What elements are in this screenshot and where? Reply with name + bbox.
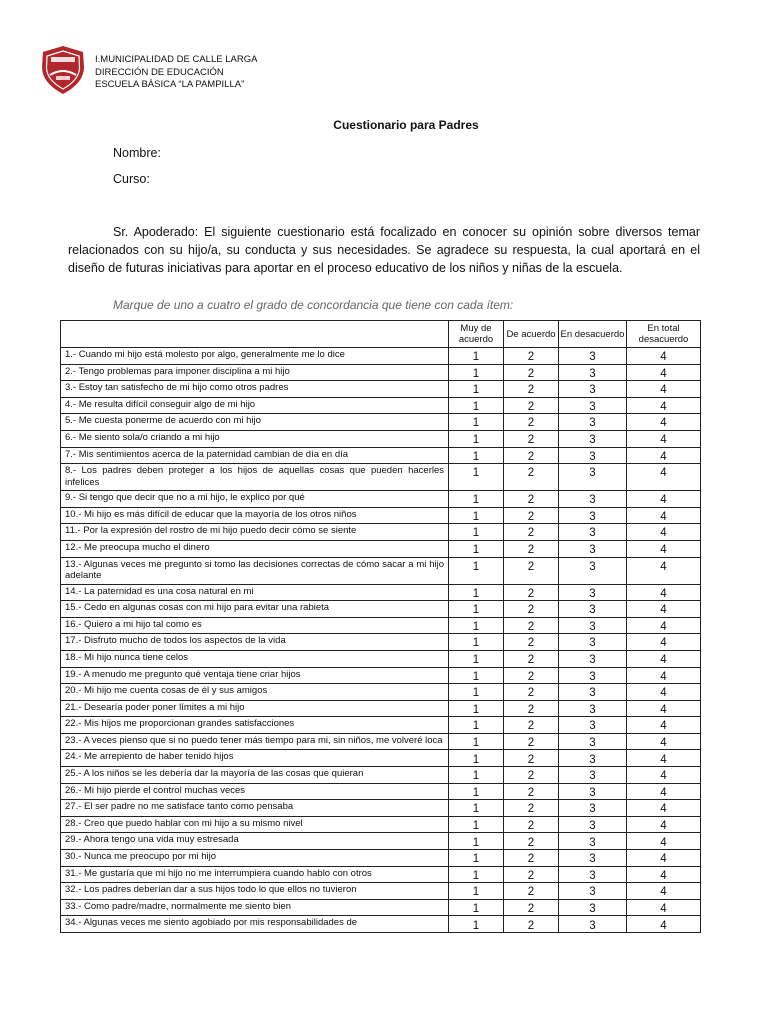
rating-option-1[interactable]: 1 (449, 916, 504, 933)
question-text: 14.- La paternidad es una cosa natural en mi (61, 584, 449, 601)
table-row (61, 430, 701, 447)
rating-option-1[interactable]: 1 (449, 800, 504, 817)
rating-option-3[interactable]: 3 (559, 866, 627, 883)
rating-option-4[interactable]: 4 (627, 601, 701, 618)
table-row (61, 381, 701, 398)
document-title: Cuestionario para Padres (333, 118, 479, 132)
rating-option-1[interactable]: 1 (449, 557, 504, 584)
table-row (61, 783, 701, 800)
rating-option-2[interactable]: 2 (504, 684, 559, 701)
rating-option-3[interactable]: 3 (559, 650, 627, 667)
rating-option-2[interactable]: 2 (504, 634, 559, 651)
rating-option-1[interactable]: 1 (449, 524, 504, 541)
question-text: 15.- Cedo en algunas cosas con mi hijo para evitar una rabieta (61, 601, 449, 618)
rating-option-1[interactable]: 1 (449, 364, 504, 381)
rating-option-2[interactable]: 2 (504, 800, 559, 817)
rating-option-1[interactable]: 1 (449, 667, 504, 684)
question-text: 16.- Quiero a mi hijo tal como es (61, 617, 449, 634)
rating-option-3[interactable]: 3 (559, 816, 627, 833)
rating-option-2[interactable]: 2 (504, 866, 559, 883)
table-row (61, 414, 701, 431)
rating-option-1[interactable]: 1 (449, 899, 504, 916)
rating-option-3[interactable]: 3 (559, 381, 627, 398)
rating-option-4[interactable]: 4 (627, 348, 701, 365)
header-department: DIRECCIÓN DE EDUCACIÓN (95, 66, 224, 78)
rating-option-2[interactable]: 2 (504, 601, 559, 618)
table-row (61, 491, 701, 508)
question-text: 8.- Los padres deben proteger a los hijos de aquellas cosas que pueden hacerles infelices (61, 464, 449, 491)
rating-option-2[interactable]: 2 (504, 617, 559, 634)
table-row (61, 717, 701, 734)
table-row (61, 750, 701, 767)
rating-option-1[interactable]: 1 (449, 750, 504, 767)
rating-option-4[interactable]: 4 (627, 364, 701, 381)
table-row (61, 883, 701, 900)
rating-option-3[interactable]: 3 (559, 507, 627, 524)
rating-option-4[interactable]: 4 (627, 767, 701, 784)
rating-option-4[interactable]: 4 (627, 634, 701, 651)
rating-option-2[interactable]: 2 (504, 916, 559, 933)
rating-option-1[interactable]: 1 (449, 866, 504, 883)
question-text: 1.- Cuando mi hijo está molesto por algo, generalmente me lo dice (61, 348, 449, 365)
rating-option-2[interactable]: 2 (504, 540, 559, 557)
table-row (61, 866, 701, 883)
rating-option-4[interactable]: 4 (627, 524, 701, 541)
table-row (61, 800, 701, 817)
question-text: 6.- Me siento sola/o criando a mi hijo (61, 430, 449, 447)
table-row (61, 601, 701, 618)
question-text: 32.- Los padres deberían dar a sus hijos todo lo que ellos no tuvieron (61, 883, 449, 900)
question-text: 25.- A los niños se les debería dar la mayoría de las cosas que quieran (61, 767, 449, 784)
rating-option-1[interactable]: 1 (449, 816, 504, 833)
header-de-acuerdo: De acuerdo (504, 321, 559, 348)
table-row (61, 524, 701, 541)
rating-option-2[interactable]: 2 (504, 650, 559, 667)
rating-option-1[interactable]: 1 (449, 430, 504, 447)
rating-option-4[interactable]: 4 (627, 540, 701, 557)
table-row (61, 767, 701, 784)
rating-option-4[interactable]: 4 (627, 700, 701, 717)
rating-option-2[interactable]: 2 (504, 507, 559, 524)
rating-option-1[interactable]: 1 (449, 700, 504, 717)
rating-option-1[interactable]: 1 (449, 381, 504, 398)
rating-option-4[interactable]: 4 (627, 750, 701, 767)
question-text: 9.- Si tengo que decir que no a mi hijo, le explico por qué (61, 491, 449, 508)
table-row (61, 700, 701, 717)
rating-option-1[interactable]: 1 (449, 397, 504, 414)
question-text: 27.- El ser padre no me satisface tanto como pensaba (61, 800, 449, 817)
rating-option-2[interactable]: 2 (504, 348, 559, 365)
table-row (61, 733, 701, 750)
rating-option-3[interactable]: 3 (559, 899, 627, 916)
rating-option-4[interactable]: 4 (627, 617, 701, 634)
rating-option-4[interactable]: 4 (627, 866, 701, 883)
rating-option-4[interactable]: 4 (627, 883, 701, 900)
rating-option-1[interactable]: 1 (449, 617, 504, 634)
rating-option-3[interactable]: 3 (559, 601, 627, 618)
header-item (61, 321, 449, 348)
rating-option-3[interactable]: 3 (559, 783, 627, 800)
rating-option-1[interactable]: 1 (449, 767, 504, 784)
question-text: 11.- Por la expresión del rostro de mi hijo puedo decir cómo se siente (61, 524, 449, 541)
rating-option-3[interactable]: 3 (559, 800, 627, 817)
rating-option-2[interactable]: 2 (504, 414, 559, 431)
question-text: 33.- Como padre/madre, normalmente me siento bien (61, 899, 449, 916)
rating-option-4[interactable]: 4 (627, 733, 701, 750)
rating-option-3[interactable]: 3 (559, 634, 627, 651)
rating-option-3[interactable]: 3 (559, 717, 627, 734)
rating-option-1[interactable]: 1 (449, 348, 504, 365)
header-en-total-desacuerdo: En total desacuerdo (627, 321, 701, 348)
rating-option-4[interactable]: 4 (627, 833, 701, 850)
rating-option-2[interactable]: 2 (504, 447, 559, 464)
rating-option-4[interactable]: 4 (627, 584, 701, 601)
rating-option-2[interactable]: 2 (504, 783, 559, 800)
question-text: 13.- Algunas veces me pregunto si tomo las decisiones correctas de cómo sacar a mi hijo adelante (61, 557, 449, 584)
table-row (61, 397, 701, 414)
rating-option-4[interactable]: 4 (627, 447, 701, 464)
question-text: 7.- Mis sentimientos acerca de la paternidad cambian de día en día (61, 447, 449, 464)
table-row (61, 617, 701, 634)
question-text: 18.- Mi hijo nunca tiene celos (61, 650, 449, 667)
rating-option-2[interactable]: 2 (504, 717, 559, 734)
rating-option-2[interactable]: 2 (504, 524, 559, 541)
shield-emblem-icon (38, 45, 88, 95)
rating-option-4[interactable]: 4 (627, 464, 701, 491)
question-text: 30.- Nunca me preocupo por mi hijo (61, 850, 449, 867)
table-row (61, 464, 701, 491)
table-row (61, 850, 701, 867)
rating-option-4[interactable]: 4 (627, 491, 701, 508)
rating-option-2[interactable]: 2 (504, 899, 559, 916)
question-text: 4.- Me resulta difícil conseguir algo de mi hijo (61, 397, 449, 414)
course-field-label: Curso: (113, 172, 150, 186)
table-row (61, 634, 701, 651)
rating-option-4[interactable]: 4 (627, 667, 701, 684)
rating-option-4[interactable]: 4 (627, 916, 701, 933)
rating-option-3[interactable]: 3 (559, 667, 627, 684)
table-row (61, 584, 701, 601)
rating-option-2[interactable]: 2 (504, 667, 559, 684)
rating-option-3[interactable]: 3 (559, 364, 627, 381)
rating-option-2[interactable]: 2 (504, 816, 559, 833)
table-row (61, 916, 701, 933)
rating-option-1[interactable]: 1 (449, 540, 504, 557)
table-row (61, 684, 701, 701)
question-text: 26.- Mi hijo pierde el control muchas veces (61, 783, 449, 800)
rating-option-4[interactable]: 4 (627, 507, 701, 524)
name-field-label: Nombre: (113, 146, 161, 160)
rating-option-2[interactable]: 2 (504, 364, 559, 381)
table-row (61, 364, 701, 381)
rating-option-4[interactable]: 4 (627, 397, 701, 414)
table-row (61, 833, 701, 850)
rating-option-3[interactable]: 3 (559, 833, 627, 850)
rating-option-1[interactable]: 1 (449, 447, 504, 464)
rating-option-3[interactable]: 3 (559, 700, 627, 717)
rating-option-1[interactable]: 1 (449, 507, 504, 524)
rating-option-1[interactable]: 1 (449, 491, 504, 508)
rating-option-3[interactable]: 3 (559, 397, 627, 414)
question-text: 22.- Mis hijos me proporcionan grandes satisfacciones (61, 717, 449, 734)
rating-option-1[interactable]: 1 (449, 833, 504, 850)
rating-option-1[interactable]: 1 (449, 584, 504, 601)
rating-option-3[interactable]: 3 (559, 464, 627, 491)
rating-option-3[interactable]: 3 (559, 540, 627, 557)
question-text: 31.- Me gustaría que mi hijo no me interrumpiera cuando hablo con otros (61, 866, 449, 883)
question-text: 10.- Mi hijo es más difícil de educar que la mayoría de los otros niños (61, 507, 449, 524)
rating-option-3[interactable]: 3 (559, 767, 627, 784)
rating-option-2[interactable]: 2 (504, 750, 559, 767)
rating-option-2[interactable]: 2 (504, 397, 559, 414)
rating-option-3[interactable]: 3 (559, 491, 627, 508)
rating-option-1[interactable]: 1 (449, 634, 504, 651)
rating-option-4[interactable]: 4 (627, 430, 701, 447)
header-en-desacuerdo: En desacuerdo (559, 321, 627, 348)
instruction-text: Marque de uno a cuatro el grado de concordancia que tiene con cada ítem: (113, 298, 514, 312)
rating-option-1[interactable]: 1 (449, 783, 504, 800)
rating-option-3[interactable]: 3 (559, 916, 627, 933)
rating-option-3[interactable]: 3 (559, 557, 627, 584)
rating-option-2[interactable]: 2 (504, 850, 559, 867)
table-row (61, 667, 701, 684)
rating-option-4[interactable]: 4 (627, 816, 701, 833)
question-text: 3.- Estoy tan satisfecho de mi hijo como otros padres (61, 381, 449, 398)
rating-option-2[interactable]: 2 (504, 767, 559, 784)
rating-option-2[interactable]: 2 (504, 491, 559, 508)
table-row (61, 557, 701, 584)
rating-option-2[interactable]: 2 (504, 700, 559, 717)
rating-option-3[interactable]: 3 (559, 447, 627, 464)
rating-option-3[interactable]: 3 (559, 584, 627, 601)
rating-option-1[interactable]: 1 (449, 883, 504, 900)
rating-option-2[interactable]: 2 (504, 557, 559, 584)
rating-option-1[interactable]: 1 (449, 850, 504, 867)
questionnaire-table (60, 320, 701, 933)
rating-option-3[interactable]: 3 (559, 750, 627, 767)
rating-option-2[interactable]: 2 (504, 883, 559, 900)
table-row (61, 816, 701, 833)
rating-option-4[interactable]: 4 (627, 717, 701, 734)
rating-option-4[interactable]: 4 (627, 899, 701, 916)
question-text: 24.- Me arrepiento de haber tenido hijos (61, 750, 449, 767)
rating-option-3[interactable]: 3 (559, 430, 627, 447)
rating-option-1[interactable]: 1 (449, 414, 504, 431)
rating-option-4[interactable]: 4 (627, 783, 701, 800)
table-header-row (61, 321, 701, 348)
rating-option-4[interactable]: 4 (627, 850, 701, 867)
rating-option-2[interactable]: 2 (504, 430, 559, 447)
rating-option-3[interactable]: 3 (559, 617, 627, 634)
question-text: 34.- Algunas veces me siento agobiado por mis responsabilidades de (61, 916, 449, 933)
question-text: 23.- A veces pienso que si no puedo tener más tiempo para mi, sin niños, me volveré loca (61, 733, 449, 750)
table-row (61, 899, 701, 916)
rating-option-3[interactable]: 3 (559, 524, 627, 541)
table-row (61, 540, 701, 557)
question-text: 12.- Me preocupa mucho el dinero (61, 540, 449, 557)
question-text: 2.- Tengo problemas para imponer disciplina a mi hijo (61, 364, 449, 381)
rating-option-4[interactable]: 4 (627, 381, 701, 398)
rating-option-3[interactable]: 3 (559, 733, 627, 750)
rating-option-2[interactable]: 2 (504, 733, 559, 750)
table-row (61, 507, 701, 524)
question-text: 5.- Me cuesta ponerme de acuerdo con mi hijo (61, 414, 449, 431)
rating-option-4[interactable]: 4 (627, 414, 701, 431)
rating-option-2[interactable]: 2 (504, 584, 559, 601)
question-text: 19.- A menudo me pregunto qué ventaja tiene criar hijos (61, 667, 449, 684)
rating-option-2[interactable]: 2 (504, 833, 559, 850)
table-row (61, 447, 701, 464)
table-row (61, 348, 701, 365)
rating-option-4[interactable]: 4 (627, 557, 701, 584)
header-muy-de-acuerdo: Muy de acuerdo (449, 321, 504, 348)
rating-option-1[interactable]: 1 (449, 650, 504, 667)
question-text: 20.- Mi hijo me cuenta cosas de él y sus amigos (61, 684, 449, 701)
rating-option-4[interactable]: 4 (627, 650, 701, 667)
school-header (95, 54, 257, 92)
rating-option-3[interactable]: 3 (559, 850, 627, 867)
question-text: 17.- Disfruto mucho de todos los aspectos de la vida (61, 634, 449, 651)
question-text: 21.- Desearía poder poner límites a mi hijo (61, 700, 449, 717)
rating-option-3[interactable]: 3 (559, 348, 627, 365)
header-municipality: I.MUNICIPALIDAD DE CALLE LARGA (95, 54, 258, 65)
rating-option-3[interactable]: 3 (559, 414, 627, 431)
rating-option-3[interactable]: 3 (559, 883, 627, 900)
rating-option-1[interactable]: 1 (449, 601, 504, 618)
rating-option-4[interactable]: 4 (627, 800, 701, 817)
rating-option-1[interactable]: 1 (449, 464, 504, 491)
header-school: ESCUELA BÁSICA “LA PAMPILLA” (95, 79, 245, 90)
rating-option-1[interactable]: 1 (449, 733, 504, 750)
table-row (61, 650, 701, 667)
rating-option-3[interactable]: 3 (559, 684, 627, 701)
rating-option-1[interactable]: 1 (449, 717, 504, 734)
rating-option-2[interactable]: 2 (504, 381, 559, 398)
rating-option-1[interactable]: 1 (449, 684, 504, 701)
intro-paragraph: Sr. Apoderado: El siguiente cuestionario está focalizado en conocer su opinión sobre diversos temar relacionados con su hijo/a, su conducta y sus necesidades. Se agradece su respuesta, la cual aportará en el diseño de futuras iniciativas para aportar en el proceso educativo de los niños y niñas de la escuela. (68, 225, 700, 275)
rating-option-4[interactable]: 4 (627, 684, 701, 701)
school-logo (38, 45, 88, 95)
question-text: 28.- Creo que puedo hablar con mi hijo a su mismo nivel (61, 816, 449, 833)
question-text: 29.- Ahora tengo una vida muy estresada (61, 833, 449, 850)
rating-option-2[interactable]: 2 (504, 464, 559, 491)
